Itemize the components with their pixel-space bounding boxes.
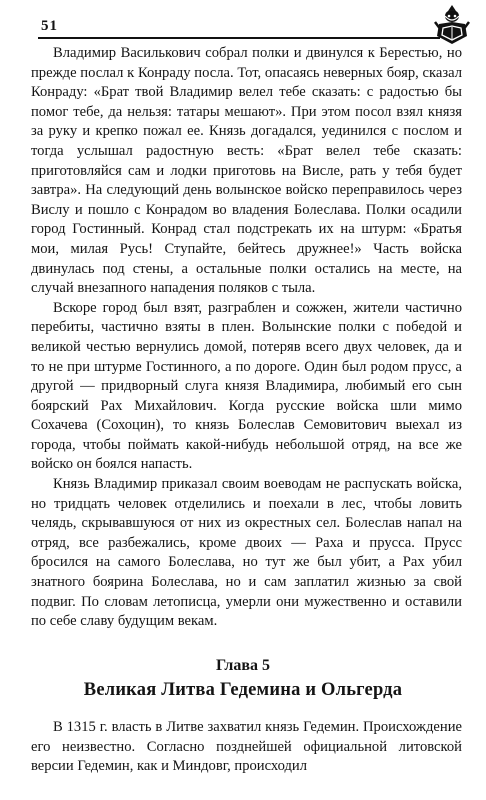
chapter-number: Глава 5: [216, 657, 270, 674]
paragraph-1: Владимир Василькович собрал полки и двинулся к Берестью, но прежде послал к Конраду посла. Тот, опасаясь неверных бояр, сказал Конраду: «Брат твой Владимир велел тебе сказать: с радостью бы помог тебе, да нельзя: татары мешают». При этом посол взял князя за руку и крепко пожал ее. Князь догадался, уединился с послом и тогда услышал радостную весть: «Брат велел тебе сказать: приготовляйся сам и лодки приготовь на Висле, рать у тебя будет завтра». На следующий день волынское войско переправилось через Вислу и пошло с Конрадом во владения Болеслава. Полки осадили город Гостинный. Конрад стал подстрекать их на штурм: «Братья мои, милая Русь! Ступайте, бейтесь дружнее!» Часть войска двинулась под стены, а остальные полки остались на месте, на случай внезапного нападения поляков с тыла.: [31, 45, 462, 297]
main-text: [31, 44, 462, 632]
page-number: 51: [41, 18, 58, 34]
chapter-paragraph: В 1315 г. власть в Литве захватил князь Гедемин. Происхождение его неизвестно. Согласно позднейшей официальной литовской версии Гедемин, как и Миндовг, происходил: [31, 719, 462, 775]
paragraph-2: Вскоре город был взят, разграблен и сожжен, жители частично перебиты, частично взяты в плен. Волынские полки с победой и великой честью вернулись домой, потеряв всего двух человек, да и то не при штурме Гостинного, а по дороге. Один был родом прусс, а другой — придворный слуга князя Владимира, любимый его сын боярский Рах Михайлович. Когда русские войска шли мимо Сохачева (Сохоцин), то князь Болеслав Семовитович выехал из города, чтобы поймать какой-нибудь небольшой отряд, на все же войско он боялся напасть.: [31, 299, 462, 473]
chapter-title: Великая Литва Гедемина и Ольгерда: [83, 680, 403, 700]
page-header: [0, 0, 486, 46]
paragraph-3: Князь Владимир приказал своим воеводам не распускать войска, но тридцать человек отделились и поехали в лес, чтобы ловить челядь, скрывавшуюся от них из окрестных сел. Болеслав напал на отряд, все разбежались, кроме двоих — Раха и прусса. Прусс бросился на самого Болеслава, но тут же был убит, а Рах убил знатного боярина Болеслава, но и сам заплатил жизнью за свой подвиг. По словам летописца, умерли они мужественно и оставили по себе славу будущим векам.: [31, 476, 462, 630]
chapter-text: [31, 718, 462, 777]
warrior-emblem-icon: [433, 2, 471, 46]
header-rule: [38, 37, 440, 39]
